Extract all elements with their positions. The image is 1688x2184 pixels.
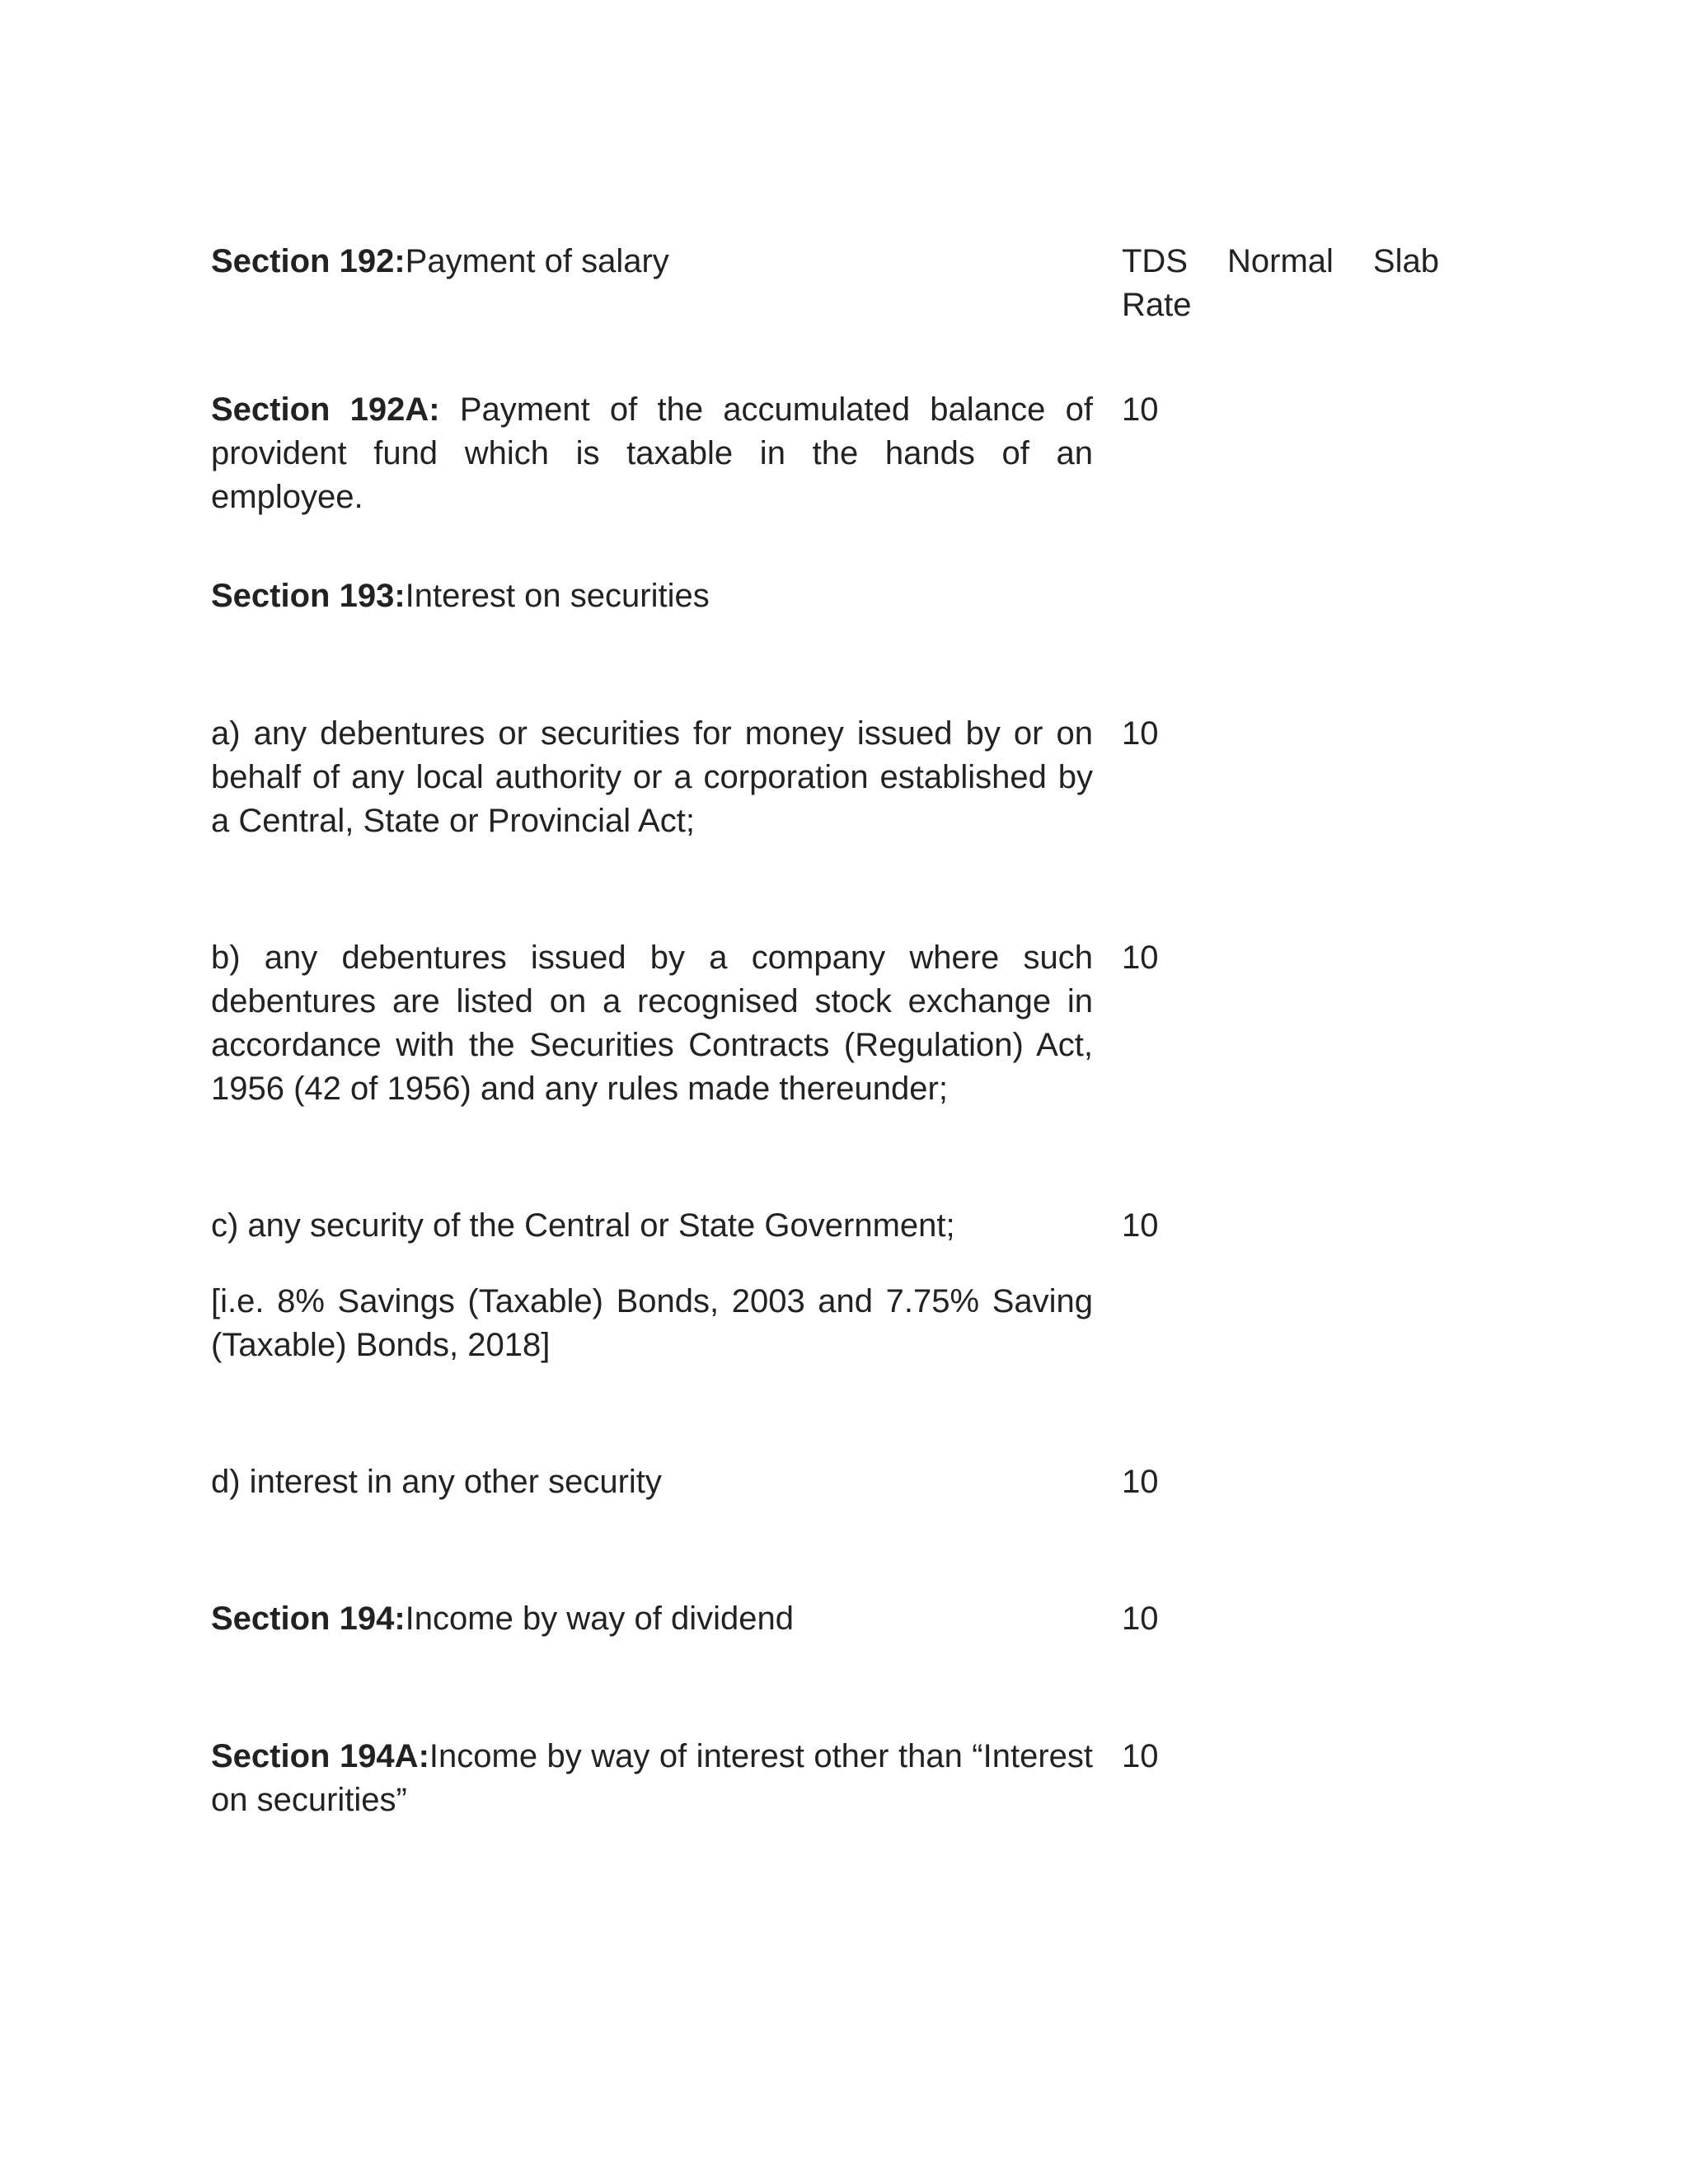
- section-193-c-rate: 10: [1122, 1207, 1159, 1244]
- section-192-text: Payment of salary: [405, 243, 669, 279]
- section-192-rate: TDS Normal Slab Rate: [1122, 243, 1439, 323]
- section-193-c-text: c) any security of the Central or State Government;: [211, 1207, 955, 1244]
- section-194a-rate: 10: [1122, 1738, 1159, 1774]
- section-193-c-description: [211, 1204, 1093, 1367]
- section-192a-heading: Section 192A:: [211, 391, 440, 428]
- section-194-rate: 10: [1122, 1601, 1159, 1637]
- section-194-description: [211, 1597, 1093, 1641]
- section-193-d-text: d) interest in any other security: [211, 1464, 662, 1500]
- section-193-text: Interest on securities: [405, 578, 710, 614]
- section-194a-heading: Section 194A:: [211, 1738, 429, 1774]
- section-193-a-rate: 10: [1122, 715, 1159, 752]
- section-193-heading: Section 193:: [211, 578, 406, 614]
- section-193-a-description: [211, 712, 1093, 843]
- section-193-b-rate: 10: [1122, 940, 1159, 976]
- section-193-b-description: [211, 936, 1093, 1111]
- section-192-heading: Section 192:: [211, 243, 406, 279]
- section-193-d-description: [211, 1460, 1093, 1504]
- section-193-b-text: b) any debentures issued by a company where such debentures are listed on a recognised stock exchange in accordance with the Securities Contracts (Regulation) Act, 1956 (42 of 1956) and any rules made thereunder;: [211, 940, 1093, 1107]
- section-194-text: Income by way of dividend: [405, 1601, 795, 1637]
- section-194a-description: [211, 1735, 1093, 1822]
- section-194a-text: Income by way of interest other than “Interest on securities”: [211, 1738, 1093, 1818]
- section-192a-description: [211, 388, 1093, 519]
- section-193-d-rate: 10: [1122, 1464, 1159, 1500]
- section-193-description: [211, 574, 1093, 618]
- section-192a-rate: 10: [1122, 391, 1159, 428]
- section-192a-text: Payment of the accumulated balance of provident fund which is taxable in the hands of an employee.: [211, 391, 1093, 515]
- section-192-description: [211, 240, 1093, 284]
- section-193-a-text: a) any debentures or securities for money issued by or on behalf of any local authority or a corporation established by a Central, State or Provincial Act;: [211, 715, 1093, 839]
- section-194-heading: Section 194:: [211, 1601, 406, 1637]
- section-193-c-note: [i.e. 8% Savings (Taxable) Bonds, 2003 and 7.75% Saving (Taxable) Bonds, 2018]: [211, 1283, 1093, 1363]
